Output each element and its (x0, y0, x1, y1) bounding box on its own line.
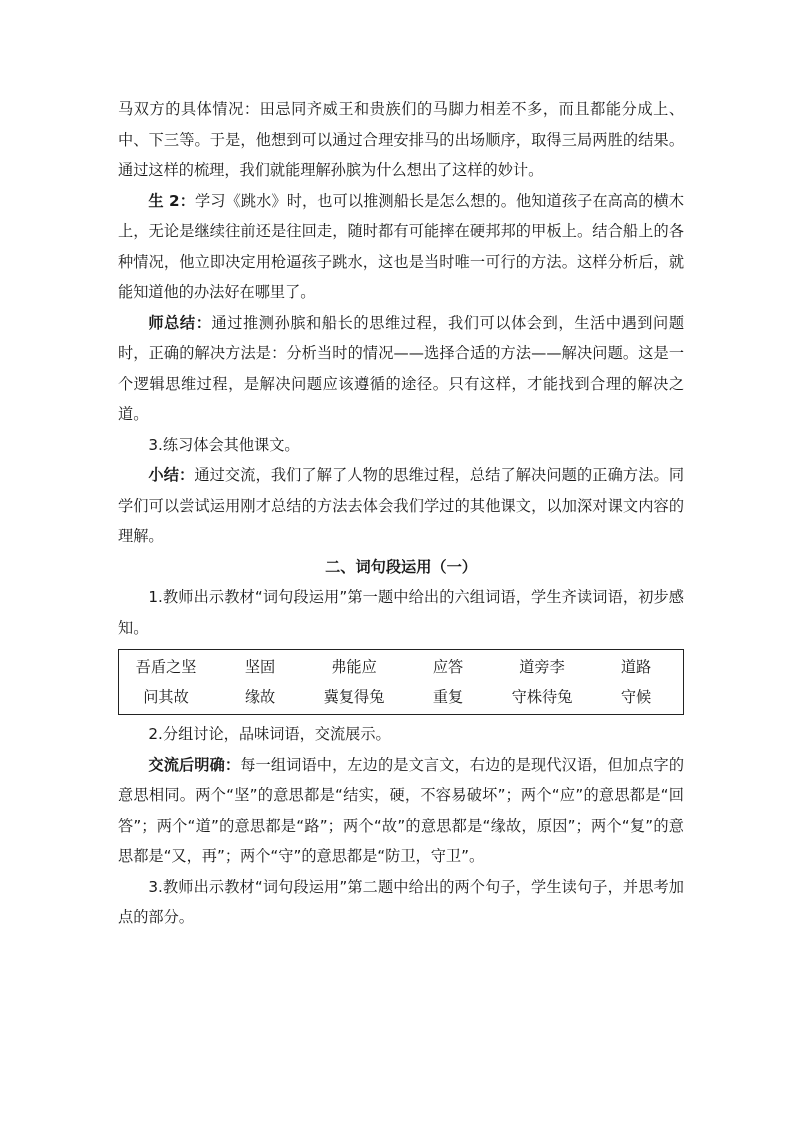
teacher-summary-paragraph (118, 308, 684, 430)
word-cell: 道旁李 (519, 657, 565, 676)
section-title: 二、词句段运用（一） (325, 557, 477, 576)
student2-label: 生 2： (148, 191, 196, 210)
word-cell: 吾盾之坚 (135, 657, 197, 676)
word-cell: 问其故 (143, 687, 189, 706)
word-cell: 应答 (432, 657, 464, 676)
word-cell: 守候 (620, 687, 652, 706)
word-cell: 道路 (620, 657, 652, 676)
word-cell: 缘故 (244, 687, 276, 706)
xiaojie-text: 通过交流，我们了解了人物的思维过程，总结了解决问题的正确方法。同学们可以尝试运用刚才总结的方法去体会我们学过的其他课文，以加深对课文内容的理解。 (118, 466, 685, 545)
clarify-paragraph (118, 750, 684, 872)
xiaojie-label: 小结： (148, 466, 195, 484)
student2-paragraph (118, 186, 684, 308)
practice-step: 3.练习体会其他课文。 (148, 435, 300, 454)
word-row (119, 652, 683, 682)
document-page (118, 94, 684, 933)
word-cell: 冀复得兔 (323, 687, 385, 706)
word-cell: 弗能应 (331, 657, 377, 676)
clarify-text: 每一组词语中，左边的是文言文，右边的是现代汉语，但加点字的意思相同。两个“坚”的意思都是“结实，硬，不容易破坏”；两个“应”的意思都是“回答”；两个“道”的意思都是“路”；两个“故”的意思都是“缘故，原因”；两个“复”的意思都是“又，再”；两个“守”的意思都是“防卫，守卫”。 (118, 755, 685, 865)
clarify-label: 交流后明确： (148, 755, 241, 774)
step3-paragraph: 3.教师出示教材“词句段运用”第二题中给出的两个句子，学生读句子，并思考加点的部分。 (118, 877, 684, 926)
step1-paragraph: 1.教师出示教材“词句段运用”第一题中给出的六组词语，学生齐读词语，初步感知。 (118, 588, 684, 637)
student2-text: 学习《跳水》时，也可以推测船长是怎么想的。他知道孩子在高高的横木上，无论是继续往前还是往回走，随时都有可能摔在硬邦邦的甲板上。结合船上的各种情况，他立即决定用枪逼孩子跳水，这也是当时唯一可行的方法。这样分析后，就能知道他的办法好在哪里了。 (118, 191, 685, 301)
word-cell: 重复 (432, 687, 464, 706)
word-cell: 守株待兔 (511, 687, 573, 706)
word-table (118, 649, 684, 715)
step2-paragraph: 2.分组讨论，品味词语，交流展示。 (148, 725, 391, 743)
word-cell: 坚固 (244, 657, 276, 676)
teacher-summary-text: 通过推测孙膑和船长的思维过程，我们可以体会到，生活中遇到问题时，正确的解决方法是：分析当时的情况——选择合适的方法——解决问题。这是一个逻辑思维过程，是解决问题应该遵循的途径。只有这样，才能找到合理的解决之道。 (118, 313, 685, 423)
xiaojie-paragraph (118, 460, 684, 552)
teacher-summary-label: 师总结： (148, 313, 212, 332)
intro-paragraph: 马双方的具体情况：田忌同齐威王和贵族们的马脚力相差不多，而且都能分成上、中、下三等。于是，他想到可以通过合理安排马的出场顺序，取得三局两胜的结果。通过这样的梳理，我们就能理解孙膑为什么想出了这样的妙计。 (118, 100, 684, 179)
word-row (119, 682, 683, 712)
